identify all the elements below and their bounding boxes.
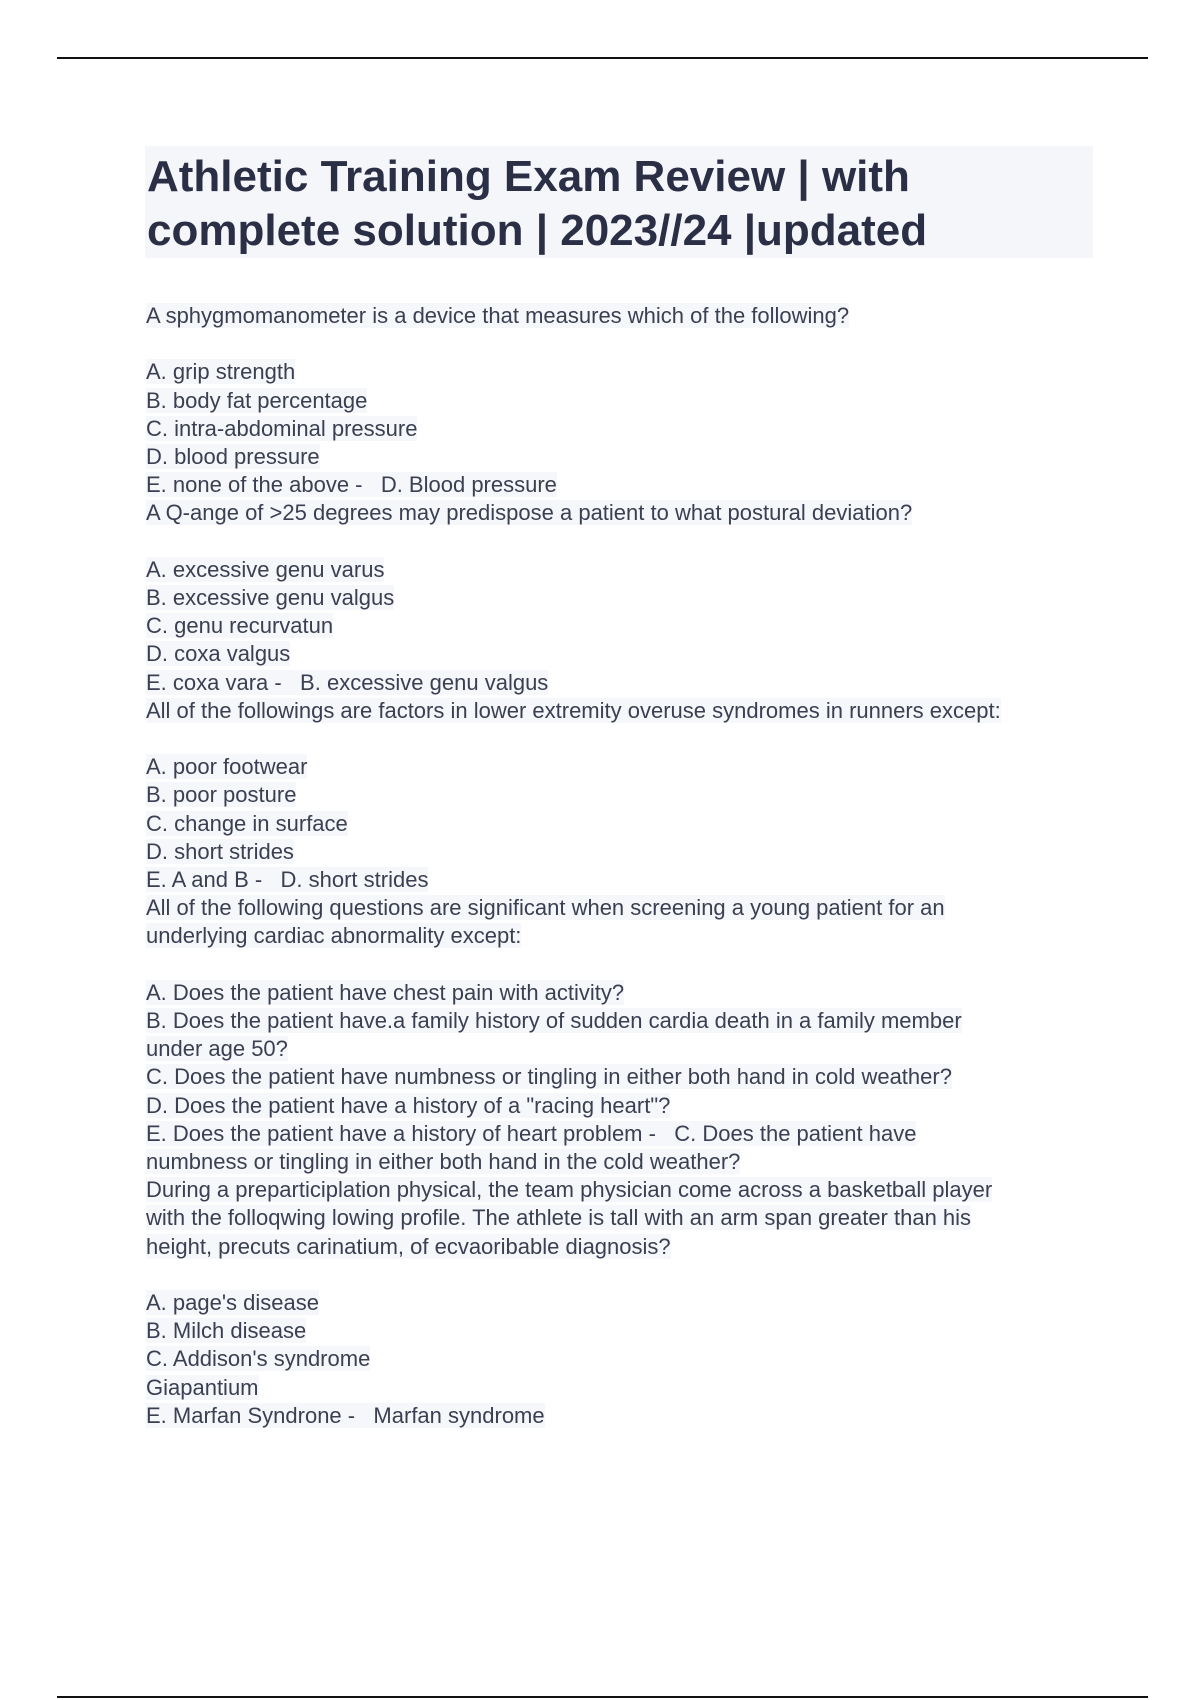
text-line xyxy=(146,866,1106,894)
text-line xyxy=(146,471,1106,499)
text-line xyxy=(146,612,1106,640)
line-text: All of the following questions are significant when screening a young patient for an xyxy=(146,895,945,921)
line-text: E. coxa vara - B. excessive genu valgus xyxy=(146,669,549,695)
text-line xyxy=(146,556,1106,584)
line-text: A Q-ange of >25 degrees may predispose a patient to what postural deviation? xyxy=(146,500,913,526)
line-text: D. blood pressure xyxy=(146,444,320,469)
line-text: B. Milch disease xyxy=(146,1318,307,1344)
line-text: B. excessive genu valgus xyxy=(146,585,395,610)
text-line xyxy=(146,584,1106,612)
line-text: under age 50? xyxy=(146,1036,288,1062)
line-text: underlying cardiac abnormality except: xyxy=(146,923,522,949)
text-line xyxy=(146,1063,1106,1091)
text-line xyxy=(146,697,1106,725)
text-line xyxy=(146,1176,1106,1204)
line-text: A. excessive genu varus xyxy=(146,556,385,582)
text-line xyxy=(146,979,1106,1007)
text-line xyxy=(146,894,1106,922)
line-text: numbness or tingling in either both hand in the cold weather? xyxy=(146,1149,741,1175)
document-body xyxy=(146,302,1106,1430)
top-rule xyxy=(57,57,1148,59)
line-text: A. poor footwear xyxy=(146,754,308,780)
text-line xyxy=(146,415,1106,443)
text-line xyxy=(146,1007,1106,1035)
text-line xyxy=(146,1204,1106,1232)
blank-line xyxy=(146,330,1106,358)
line-text: B. poor posture xyxy=(146,782,297,808)
line-text: B. body fat percentage xyxy=(146,387,368,413)
line-text: C. Does the patient have numbness or tingling in either both hand in cold weather? xyxy=(146,1064,952,1090)
text-line xyxy=(146,1148,1106,1176)
text-line xyxy=(146,443,1106,471)
line-text: During a preparticiplation physical, the team physician come across a basketball player xyxy=(146,1177,993,1203)
text-line xyxy=(146,922,1106,950)
text-line xyxy=(146,810,1106,838)
text-line xyxy=(146,838,1106,866)
line-text: B. Does the patient have.a family history of sudden cardia death in a family member xyxy=(146,1008,962,1034)
line-text: Giapantium xyxy=(146,1374,259,1400)
text-line xyxy=(146,302,1106,330)
line-text: with the folloqwing lowing profile. The athlete is tall with an arm span greater than his xyxy=(146,1205,972,1231)
text-line xyxy=(146,499,1106,527)
document-title: Athletic Training Exam Review | with complete solution | 2023//24 |updated xyxy=(147,152,928,255)
line-text: E. Does the patient have a history of heart problem - C. Does the patient have xyxy=(146,1120,917,1146)
line-text: D. short strides xyxy=(146,838,294,864)
text-line xyxy=(146,1289,1106,1317)
line-text: E. A and B - D. short strides xyxy=(146,867,429,893)
title-box xyxy=(145,146,1093,258)
line-text: C. genu recurvatun xyxy=(146,613,334,639)
line-text: All of the followings are factors in lower extremity overuse syndromes in runners except: xyxy=(146,697,1001,723)
blank-line xyxy=(146,528,1106,556)
text-line xyxy=(146,387,1106,415)
text-line xyxy=(146,1120,1106,1148)
text-line xyxy=(146,1374,1106,1402)
text-line xyxy=(146,1402,1106,1430)
text-line xyxy=(146,1317,1106,1345)
text-line xyxy=(146,1035,1106,1063)
text-line xyxy=(146,1233,1106,1261)
text-line xyxy=(146,753,1106,781)
line-text: A. grip strength xyxy=(146,359,296,385)
text-line xyxy=(146,781,1106,809)
line-text: A. page's disease xyxy=(146,1290,319,1316)
line-text: E. Marfan Syndrone - Marfan syndrome xyxy=(146,1402,545,1428)
line-text: D. coxa valgus xyxy=(146,641,291,667)
line-text: A sphygmomanometer is a device that measures which of the following? xyxy=(146,303,850,328)
line-text: C. Addison's syndrome xyxy=(146,1346,371,1372)
bottom-rule xyxy=(57,1696,1148,1698)
blank-line xyxy=(146,1261,1106,1289)
line-text: C. intra-abdominal pressure xyxy=(146,415,418,441)
text-line xyxy=(146,1092,1106,1120)
line-text: height, precuts carinatium, of ecvaoribable diagnosis? xyxy=(146,1233,671,1259)
blank-line xyxy=(146,951,1106,979)
line-text: D. Does the patient have a history of a "racing heart"? xyxy=(146,1092,671,1118)
text-line xyxy=(146,640,1106,668)
line-text: A. Does the patient have chest pain with activity? xyxy=(146,979,625,1005)
text-line xyxy=(146,669,1106,697)
text-line xyxy=(146,1345,1106,1373)
blank-line xyxy=(146,725,1106,753)
line-text: E. none of the above - D. Blood pressure xyxy=(146,472,557,498)
text-line xyxy=(146,358,1106,386)
line-text: C. change in surface xyxy=(146,810,348,836)
